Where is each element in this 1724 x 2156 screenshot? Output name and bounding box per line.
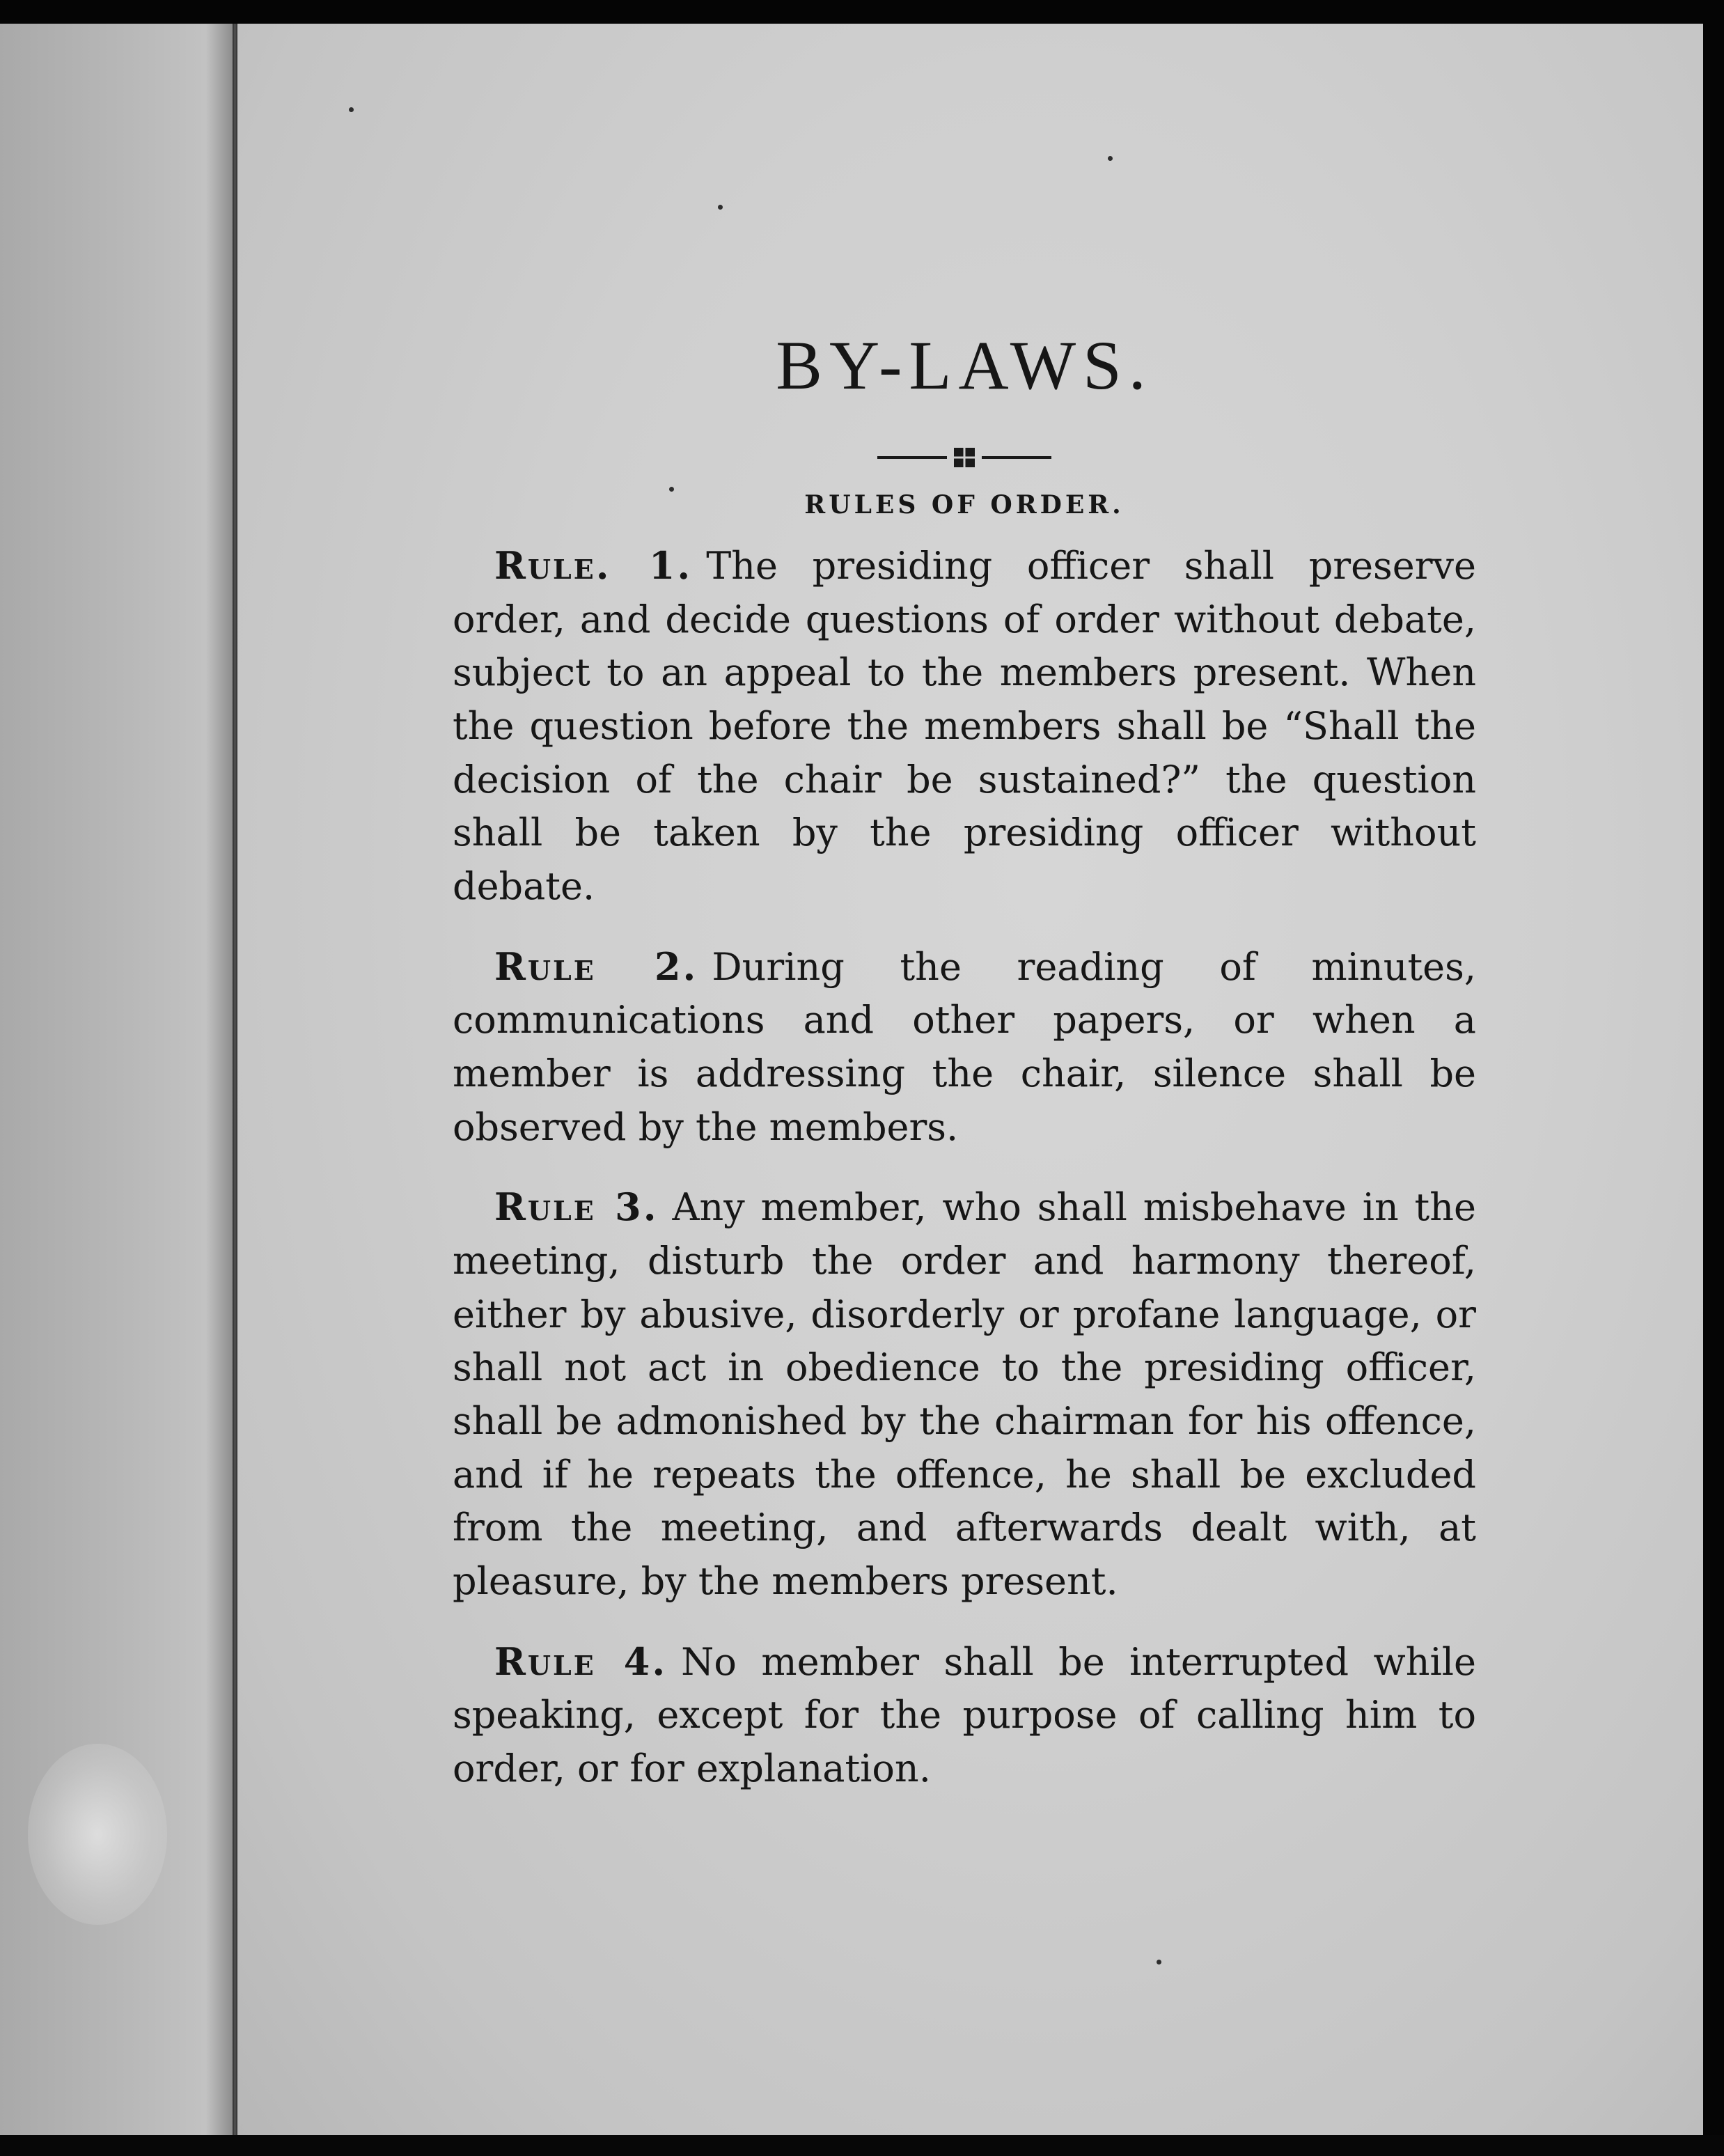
paper-speck <box>1157 1960 1161 1964</box>
page-title: BY-LAWS. <box>776 327 1153 404</box>
rule-2 <box>453 940 1476 1155</box>
paper-speck <box>1108 156 1113 161</box>
cross-rule-ornament-icon <box>877 446 1051 469</box>
bylaws-content <box>453 327 1476 1822</box>
rule-3 <box>453 1180 1476 1608</box>
paper-stain <box>28 1744 167 1925</box>
rule-text: During the reading of minutes, communications and other papers, or when a member is addressing the chair, silence shall be observed by the members. <box>453 944 1477 1149</box>
rule-1 <box>453 539 1476 914</box>
section-subtitle: RULES OF ORDER. <box>804 490 1124 520</box>
rule-4 <box>453 1635 1476 1796</box>
left-page <box>0 24 234 2135</box>
scan-right-border <box>1703 0 1724 2156</box>
rule-text: No member shall be interrupted while speaking, except for the purpose of calling him to order, or for explanation. <box>453 1639 1476 1791</box>
paper-speck <box>349 107 354 112</box>
paper-speck <box>718 205 723 210</box>
rule-label: Rule. 1. <box>494 543 693 588</box>
scan-bottom-border <box>0 2135 1724 2156</box>
rule-label: Rule 3. <box>494 1185 659 1230</box>
rule-text: The presiding officer shall preserve order, and decide questions of order without debate, subject to an appeal to the members present. When the question before the members shall be “Shall the decision of the chair be sustained?” the question shall be taken by the presiding officer without debate. <box>453 544 1476 909</box>
page-fold <box>233 24 237 2135</box>
rule-label: Rule 2. <box>494 944 698 989</box>
scan-top-border <box>0 0 1724 24</box>
rule-text: Any member, who shall misbehave in the meeting, disturb the order and harmony thereof, either by abusive, disorderly or profane language, or shall not act in obedience to the presiding officer, shall be admonished by the chairman for his offence, and if he repeats the offence, he shall be excluded from the meeting, and afterwards dealt with, at pleasure, by the members present. <box>453 1185 1476 1604</box>
rule-label: Rule 4. <box>494 1639 668 1684</box>
